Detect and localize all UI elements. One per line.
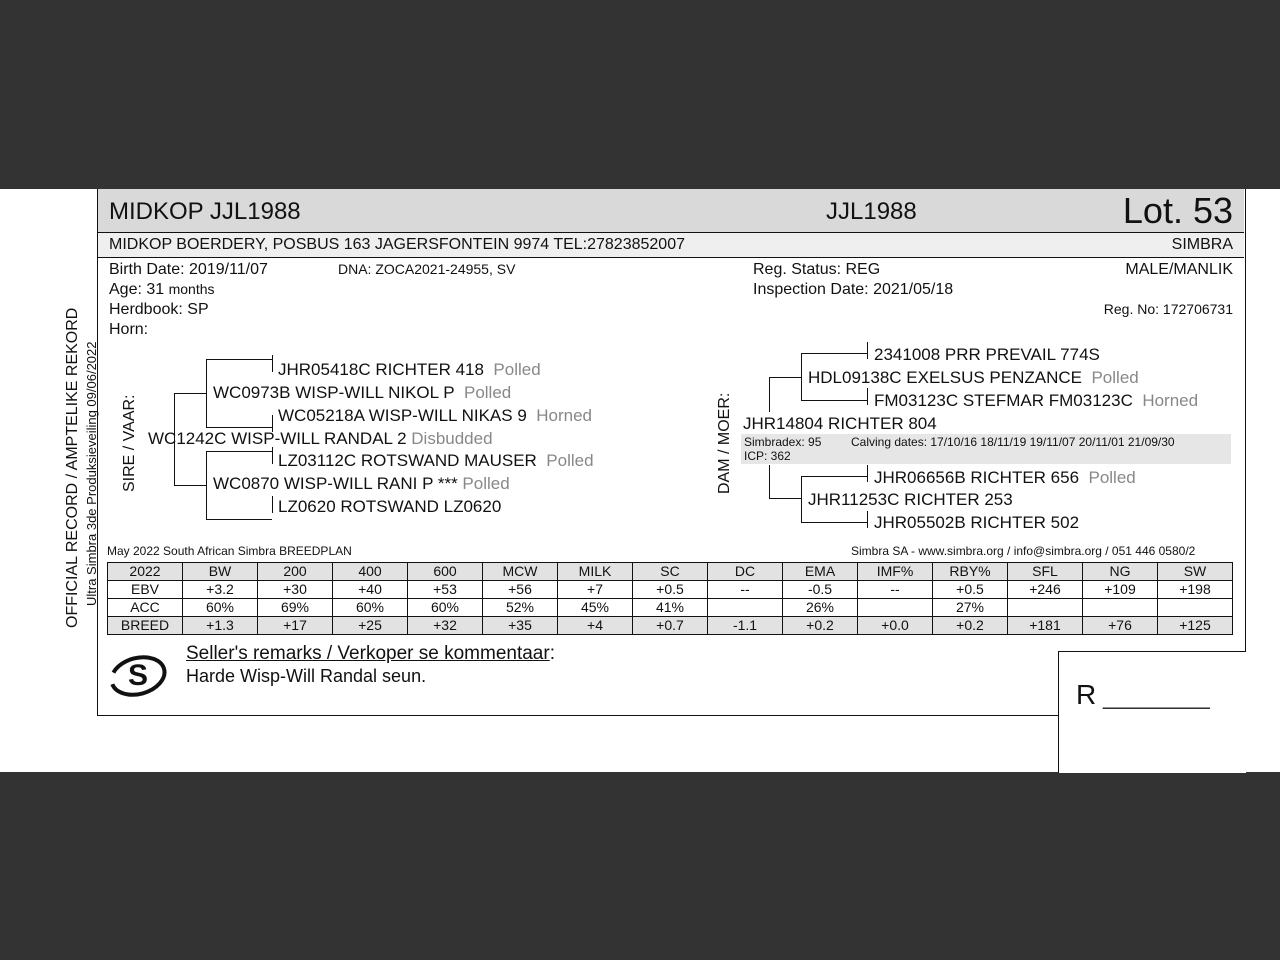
- dam-tree-line: [867, 342, 868, 359]
- table-cell: +7: [558, 581, 633, 599]
- dam-simbradex: Simbradex: 95: [744, 435, 822, 449]
- table-cell: --: [858, 581, 933, 599]
- sire-section-label: SIRE / VAAR:: [121, 394, 138, 492]
- price-currency: R: [1076, 679, 1097, 710]
- table-cell: [708, 599, 783, 617]
- catalog-sheet: [0, 189, 1280, 772]
- table-cell: +25: [333, 617, 408, 635]
- table-cell: +4: [558, 617, 633, 635]
- table-cell: BREED: [108, 617, 183, 635]
- pedigree-dam-sire: HDL09138C EXELSUS PENZANCE Polled: [808, 368, 1139, 387]
- table-cell: +181: [1008, 617, 1083, 635]
- sire-tree-line: [206, 359, 272, 360]
- sire-tree-line: [206, 451, 207, 520]
- remarks-title: Seller's remarks / Verkoper se kommentaar: [186, 643, 550, 664]
- breedplan-title: May 2022 South African Simbra BREEDPLAN: [107, 544, 352, 558]
- breed-label: SIMBRA: [1171, 236, 1233, 253]
- reg-status: Reg. Status: REG: [753, 261, 881, 278]
- animal-code: JJL1988: [826, 198, 917, 225]
- pedigree-sire-dam-sire: LZ03112C ROTSWAND MAUSER Polled: [278, 451, 594, 470]
- logo-letter: S: [127, 659, 149, 692]
- sire-tree-line: [206, 519, 272, 520]
- table-cell: [1083, 599, 1158, 617]
- sire-tree-line: [174, 393, 206, 394]
- pedigree-dam-sire-sire: 2341008 PRR PREVAIL 774S: [874, 345, 1100, 364]
- table-cell: --: [708, 581, 783, 599]
- dna-info: DNA: ZOCA2021-24955, SV: [338, 261, 516, 277]
- pedigree-sire-dam: WC0870 WISP-WILL RANI P *** Polled: [213, 474, 510, 493]
- table-cell: +198: [1158, 581, 1233, 599]
- table-cell: +3.2: [183, 581, 258, 599]
- table-cell: +40: [333, 581, 408, 599]
- sire-tree-line: [206, 359, 207, 428]
- table-cell: +0.5: [933, 581, 1008, 599]
- dam-tree-line: [801, 522, 867, 523]
- table-cell: 400: [333, 563, 408, 581]
- table-cell: 2022: [108, 563, 183, 581]
- table-cell: +1.3: [183, 617, 258, 635]
- dam-tree-line: [801, 353, 867, 354]
- table-cell: 45%: [558, 599, 633, 617]
- pedigree-sire-dam-dam: LZ0620 ROTSWAND LZ0620: [278, 497, 502, 516]
- table-cell: EMA: [783, 563, 858, 581]
- table-cell: 69%: [258, 599, 333, 617]
- dam-section-label: DAM / MOER:: [716, 392, 733, 494]
- table-cell: RBY%: [933, 563, 1008, 581]
- sire-tree-line: [272, 496, 273, 513]
- table-row: [108, 581, 1233, 599]
- table-cell: -0.5: [783, 581, 858, 599]
- dam-calving-dates: Calving dates: 17/10/16 18/11/19 19/11/07 20/11/01 21/09/30: [851, 435, 1175, 449]
- table-cell: MCW: [483, 563, 558, 581]
- table-cell: DC: [708, 563, 783, 581]
- sire-tree-line: [206, 427, 272, 428]
- sire-tree-line: [272, 447, 273, 464]
- pedigree-sire-sire-sire: JHR05418C RICHTER 418 Polled: [278, 360, 541, 379]
- table-cell: EBV: [108, 581, 183, 599]
- animal-name: MIDKOP JJL1988: [109, 198, 301, 225]
- table-cell: SW: [1158, 563, 1233, 581]
- table-cell: 60%: [408, 599, 483, 617]
- dam-tree-line: [867, 388, 868, 405]
- dam-tree-line: [867, 511, 868, 528]
- pedigree-dam-dam-sire: JHR06656B RICHTER 656 Polled: [874, 468, 1136, 487]
- pedigree-dam-dam: JHR11253C RICHTER 253: [808, 490, 1013, 509]
- owner-address: MIDKOP BOERDERY, POSBUS 163 JAGERSFONTEIN 9974 TEL:27823852007: [109, 236, 685, 253]
- dam-tree-line: [867, 465, 868, 482]
- price-blank-line: ________: [1103, 683, 1210, 710]
- remarks-colon: :: [549, 643, 555, 664]
- pedigree-sire-sire: WC0973B WISP-WILL NIKOL P Polled: [213, 383, 512, 402]
- table-cell: +56: [483, 581, 558, 599]
- table-cell: 600: [408, 563, 483, 581]
- table-cell: SFL: [1008, 563, 1083, 581]
- table-cell: 27%: [933, 599, 1008, 617]
- table-cell: +35: [483, 617, 558, 635]
- simbra-logo-icon: [108, 650, 168, 698]
- pedigree-dam: JHR14804 RICHTER 804: [743, 414, 937, 433]
- table-cell: [1158, 599, 1233, 617]
- dam-tree-line: [769, 377, 801, 378]
- pedigree-sire-sire-dam: WC05218A WISP-WILL NIKAS 9 Horned: [278, 406, 593, 425]
- sex-label: MALE/MANLIK: [1125, 261, 1233, 278]
- table-cell: +17: [258, 617, 333, 635]
- table-cell: +0.5: [633, 581, 708, 599]
- table-cell: +0.0: [858, 617, 933, 635]
- table-cell: +246: [1008, 581, 1083, 599]
- dam-tree-line: [769, 465, 770, 499]
- table-row: [108, 599, 1233, 617]
- dam-tree-line: [801, 353, 802, 401]
- pedigree-dam-sire-dam: FM03123C STEFMAR FM03123C Horned: [874, 391, 1199, 410]
- table-cell: 60%: [183, 599, 258, 617]
- table-cell: +0.2: [933, 617, 1008, 635]
- table-cell: 200: [258, 563, 333, 581]
- inspection-date: Inspection Date: 2021/05/18: [753, 281, 954, 298]
- pedigree-sire: WC1242C WISP-WILL RANDAL 2 Disbudded: [148, 429, 493, 448]
- table-cell: +125: [1158, 617, 1233, 635]
- sale-name-text: Ultra Simbra 3de Produksieveiling 09/06/2022: [84, 341, 99, 606]
- dam-tree-line: [801, 476, 867, 477]
- table-cell: MILK: [558, 563, 633, 581]
- table-cell: NG: [1083, 563, 1158, 581]
- dam-tree-line: [769, 377, 770, 412]
- price-box: [1058, 651, 1246, 773]
- table-row: [108, 617, 1233, 635]
- reg-number: Reg. No: 172706731: [1103, 301, 1233, 317]
- age-unit: months: [168, 281, 215, 297]
- table-cell: +109: [1083, 581, 1158, 599]
- dam-tree-line: [801, 476, 802, 523]
- dam-tree-line: [769, 498, 801, 499]
- table-cell: +76: [1083, 617, 1158, 635]
- breedplan-table: [107, 562, 1233, 635]
- table-cell: 41%: [633, 599, 708, 617]
- table-cell: 52%: [483, 599, 558, 617]
- table-cell: +0.7: [633, 617, 708, 635]
- table-cell: BW: [183, 563, 258, 581]
- table-cell: [858, 599, 933, 617]
- table-cell: +32: [408, 617, 483, 635]
- sire-tree-line: [272, 355, 273, 372]
- age-value: Age: 31: [109, 281, 165, 298]
- lot-number: Lot. 53: [1122, 190, 1233, 231]
- table-cell: ACC: [108, 599, 183, 617]
- herdbook: Herdbook: SP: [109, 301, 209, 318]
- breedplan-contact: Simbra SA - www.simbra.org / info@simbra.org / 051 446 0580/2: [851, 544, 1196, 558]
- table-cell: 26%: [783, 599, 858, 617]
- dam-icp: ICP: 362: [744, 449, 791, 463]
- sire-tree-line: [174, 485, 206, 486]
- horn-status: Horn:: [109, 321, 149, 338]
- table-cell: -1.1: [708, 617, 783, 635]
- birth-date: Birth Date: 2019/11/07: [109, 261, 268, 278]
- table-cell: 60%: [333, 599, 408, 617]
- table-cell: +0.2: [783, 617, 858, 635]
- age-info: [109, 281, 215, 299]
- dam-tree-line: [801, 400, 867, 401]
- pedigree-dam-dam-dam: JHR05502B RICHTER 502: [874, 513, 1080, 532]
- remarks-heading: [186, 643, 555, 665]
- table-cell: IMF%: [858, 563, 933, 581]
- official-record-text: OFFICIAL RECORD / AMPTELIKE REKORD: [64, 307, 81, 628]
- table-cell: SC: [633, 563, 708, 581]
- table-cell: +30: [258, 581, 333, 599]
- breedplan-header-row: [108, 563, 1233, 581]
- remarks-text: Harde Wisp-Will Randal seun.: [186, 666, 427, 686]
- table-cell: +53: [408, 581, 483, 599]
- table-cell: [1008, 599, 1083, 617]
- sire-tree-line: [206, 451, 272, 452]
